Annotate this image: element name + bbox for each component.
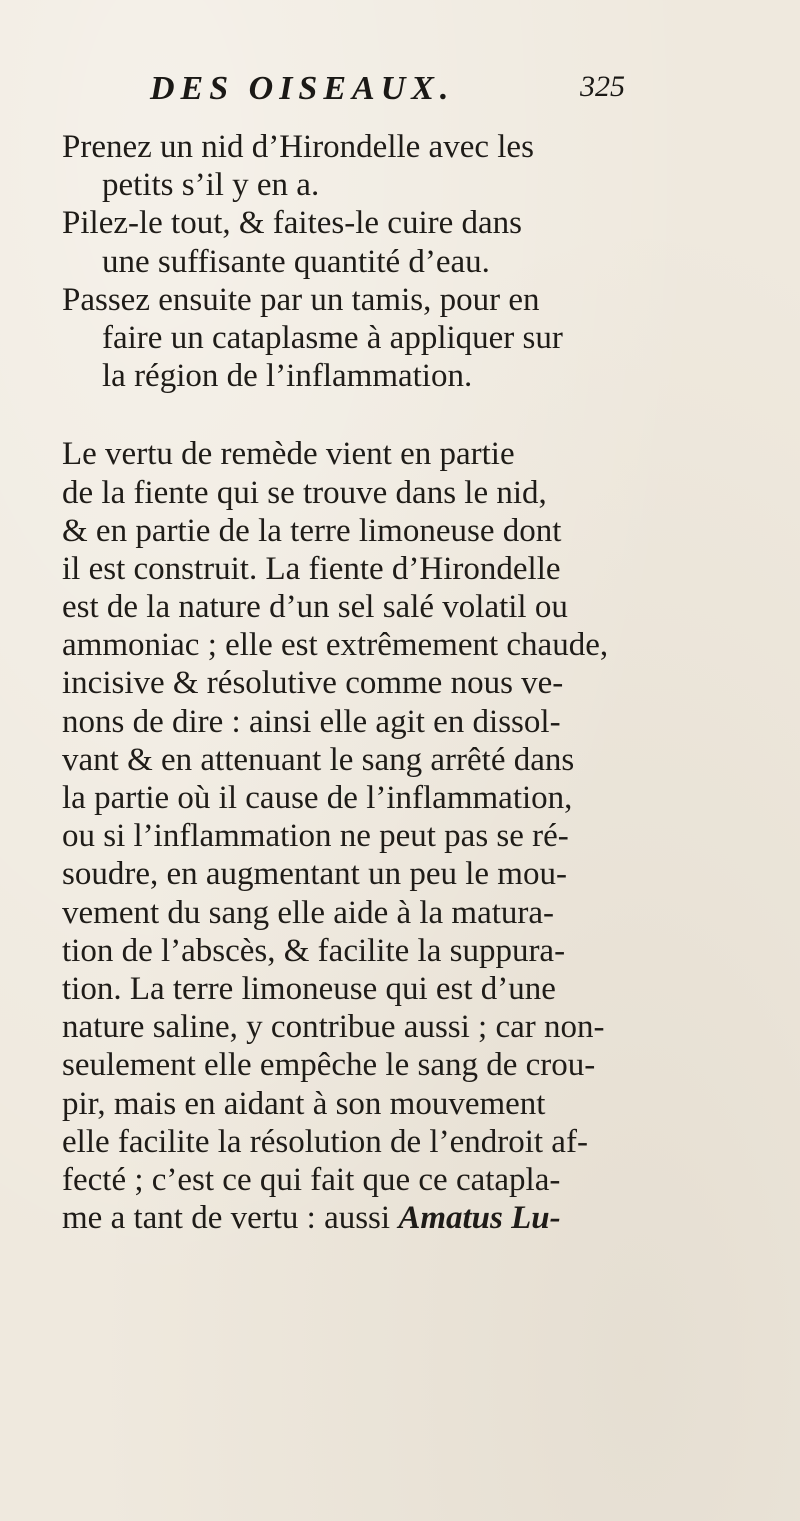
paragraph-last-line — [62, 1199, 662, 1237]
paragraph-line: ammoniac ; elle est extrêmement chaude, — [62, 627, 609, 664]
recipe-line: la région de l’inflammation. — [102, 358, 473, 395]
page-number: 325 — [580, 70, 625, 103]
paragraph-line: tion. La terre limoneuse qui est d’une — [62, 970, 556, 1007]
paragraph-line: elle facilite la résolution de l’endroit af- — [62, 1123, 588, 1160]
paragraph-line: Le vertu de remède vient en partie — [62, 436, 515, 473]
paragraph-line: nature saline, y contribue aussi ; car non- — [62, 1009, 605, 1046]
running-title: DES OISEAUX. — [150, 70, 455, 107]
paragraph-line: tion de l’abscès, & facilite la suppura- — [62, 932, 566, 969]
paragraph-line: de la fiente qui se trouve dans le nid, — [62, 474, 547, 511]
paragraph-line: vant & en attenuant le sang arrêté dans — [62, 741, 575, 778]
page-header — [0, 70, 800, 110]
paragraph-line: fecté ; c’est ce qui fait que ce catapla- — [62, 1161, 561, 1198]
recipe-line: une suffisante quantité d’eau. — [102, 243, 490, 280]
paragraph-line: ou si l’inflammation ne peut pas se ré- — [62, 818, 569, 855]
paragraph-line: incisive & résolutive comme nous ve- — [62, 665, 564, 702]
paragraph-line: & en partie de la terre limoneuse dont — [62, 512, 562, 549]
paragraph-gap — [62, 395, 662, 435]
recipe-line: Pilez-le tout, & faites-le cuire dans — [62, 205, 523, 242]
paragraph-line: pir, mais en aidant à son mouvement — [62, 1085, 546, 1122]
last-line-text: me a tant de vertu : aussi — [62, 1200, 391, 1237]
paragraph-line: nons de dire : ainsi elle agit en dissol- — [62, 703, 561, 740]
recipe-line: Prenez un nid d’Hirondelle avec les — [62, 129, 534, 165]
body-text — [62, 128, 662, 1237]
paragraph-line: soudre, en augmentant un peu le mou- — [62, 856, 567, 893]
recipe-line: petits s’il y en a. — [102, 167, 320, 204]
paragraph-line: vement du sang elle aide à la matura- — [62, 894, 555, 931]
paragraph-line: est de la nature d’un sel salé volatil ou — [62, 589, 568, 626]
recipe-block — [62, 128, 662, 395]
recipe-line: Passez ensuite par un tamis, pour en — [62, 281, 540, 318]
paragraph-line: il est construit. La fiente d’Hirondelle — [62, 550, 561, 587]
paragraph-line: seulement elle empêche le sang de crou- — [62, 1047, 596, 1084]
recipe-line: faire un cataplasme à appliquer sur — [102, 319, 563, 356]
paragraph-line: la partie où il cause de l’inflammation, — [62, 780, 573, 816]
author-name-italic: Amatus Lu- — [398, 1200, 561, 1237]
commentary-paragraph — [62, 435, 662, 1237]
